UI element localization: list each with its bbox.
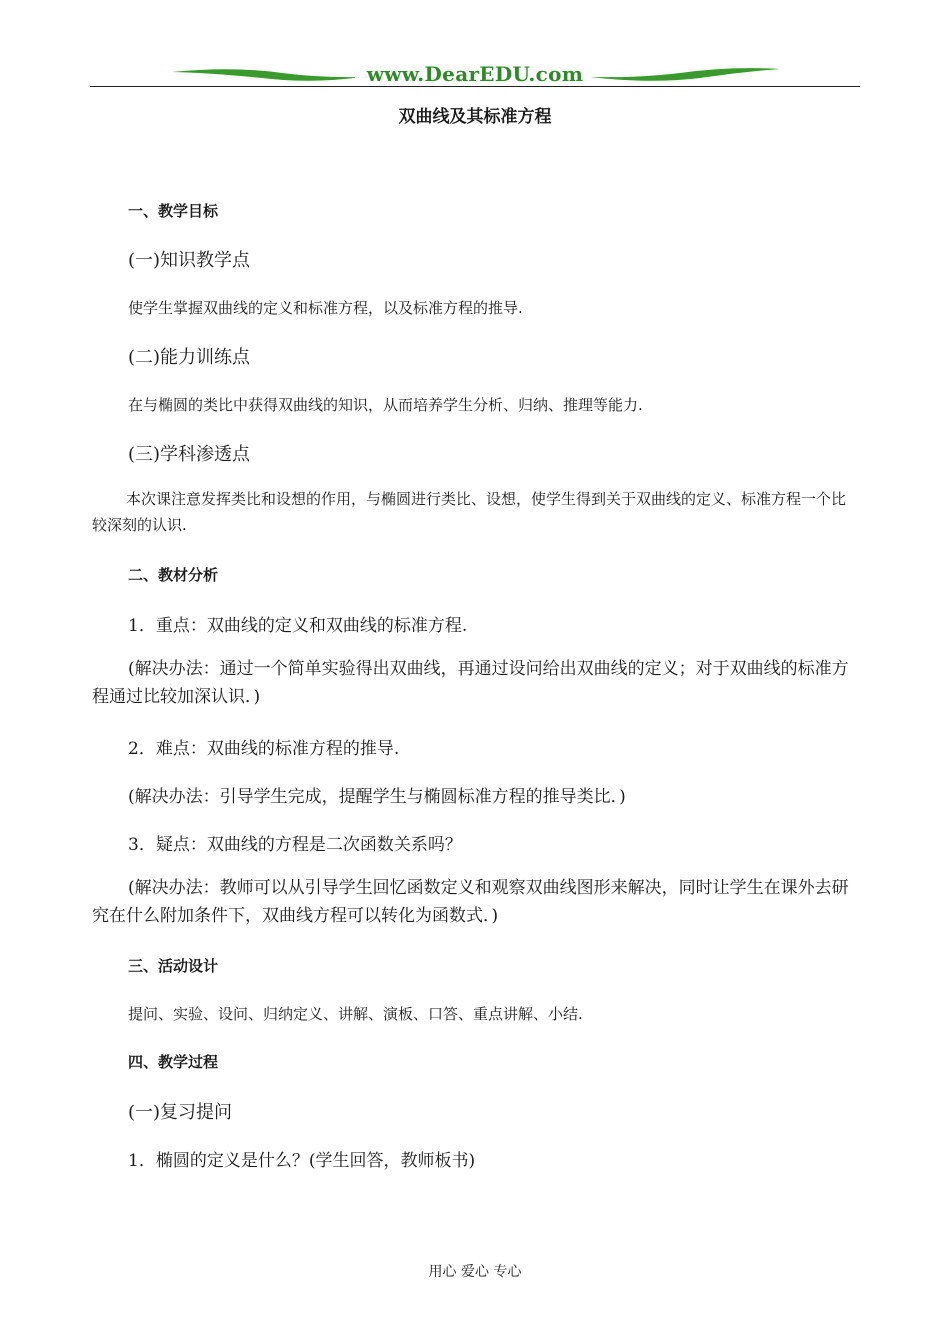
section-1-paragraph-2: 在与椭圆的类比中获得双曲线的知识，从而培养学生分析、归纳、推理等能力. (128, 396, 643, 414)
left-swoosh-decoration (172, 64, 362, 84)
section-1-paragraph-1: 使学生掌握双曲线的定义和标准方程，以及标准方程的推导. (128, 299, 523, 317)
section-1-heading: 一、教学目标 (128, 202, 219, 220)
section-4-question-1: 1．椭圆的定义是什么？(学生回答，教师板书) (128, 1151, 476, 1171)
section-3-paragraph: 提问、实验、设问、归纳定义、讲解、演板、口答、重点讲解、小结. (128, 1005, 583, 1023)
section-2-item-1: 1．重点：双曲线的定义和双曲线的标准方程. (128, 616, 468, 636)
page-header (90, 58, 860, 90)
section-1-sub-3: (三)学科渗透点 (128, 444, 251, 465)
document-title: 双曲线及其标准方程 (398, 107, 552, 127)
section-2-heading: 二、教材分析 (128, 566, 219, 584)
section-2-item-2: 2．难点：双曲线的标准方程的推导. (128, 739, 400, 759)
header-divider (90, 86, 860, 87)
section-4-heading: 四、教学过程 (128, 1053, 219, 1071)
page-footer: 用心 爱心 专心 (428, 1264, 522, 1280)
section-2-resolution-2: (解决办法：引导学生完成，提醒学生与椭圆标准方程的推导类比．) (128, 787, 626, 807)
section-1-sub-2: (二)能力训练点 (128, 347, 251, 368)
site-logo: www.DearEDU.com (355, 62, 595, 86)
section-2-resolution-1: (解决办法：通过一个简单实验得出双曲线，再通过设问给出双曲线的定义；对于双曲线的标准方程通过比较加深认识．) (92, 659, 849, 707)
right-swoosh-decoration (590, 64, 780, 84)
section-2-item-3: 3．疑点：双曲线的方程是二次函数关系吗？ (128, 835, 462, 855)
section-1-sub-1: (一)知识教学点 (128, 250, 251, 271)
section-1-paragraph-3: 本次课注意发挥类比和设想的作用，与椭圆进行类比、设想，使学生得到关于双曲线的定义、标准方程一个比较深刻的认识. (92, 490, 847, 534)
section-4-sub-1: (一)复习提问 (128, 1102, 233, 1123)
section-2-resolution-3: (解决办法：教师可以从引导学生回忆函数定义和观察双曲线图形来解决，同时让学生在课外去研究在什么附加条件下，双曲线方程可以转化为函数式．) (92, 878, 849, 926)
section-3-heading: 三、活动设计 (128, 957, 219, 975)
